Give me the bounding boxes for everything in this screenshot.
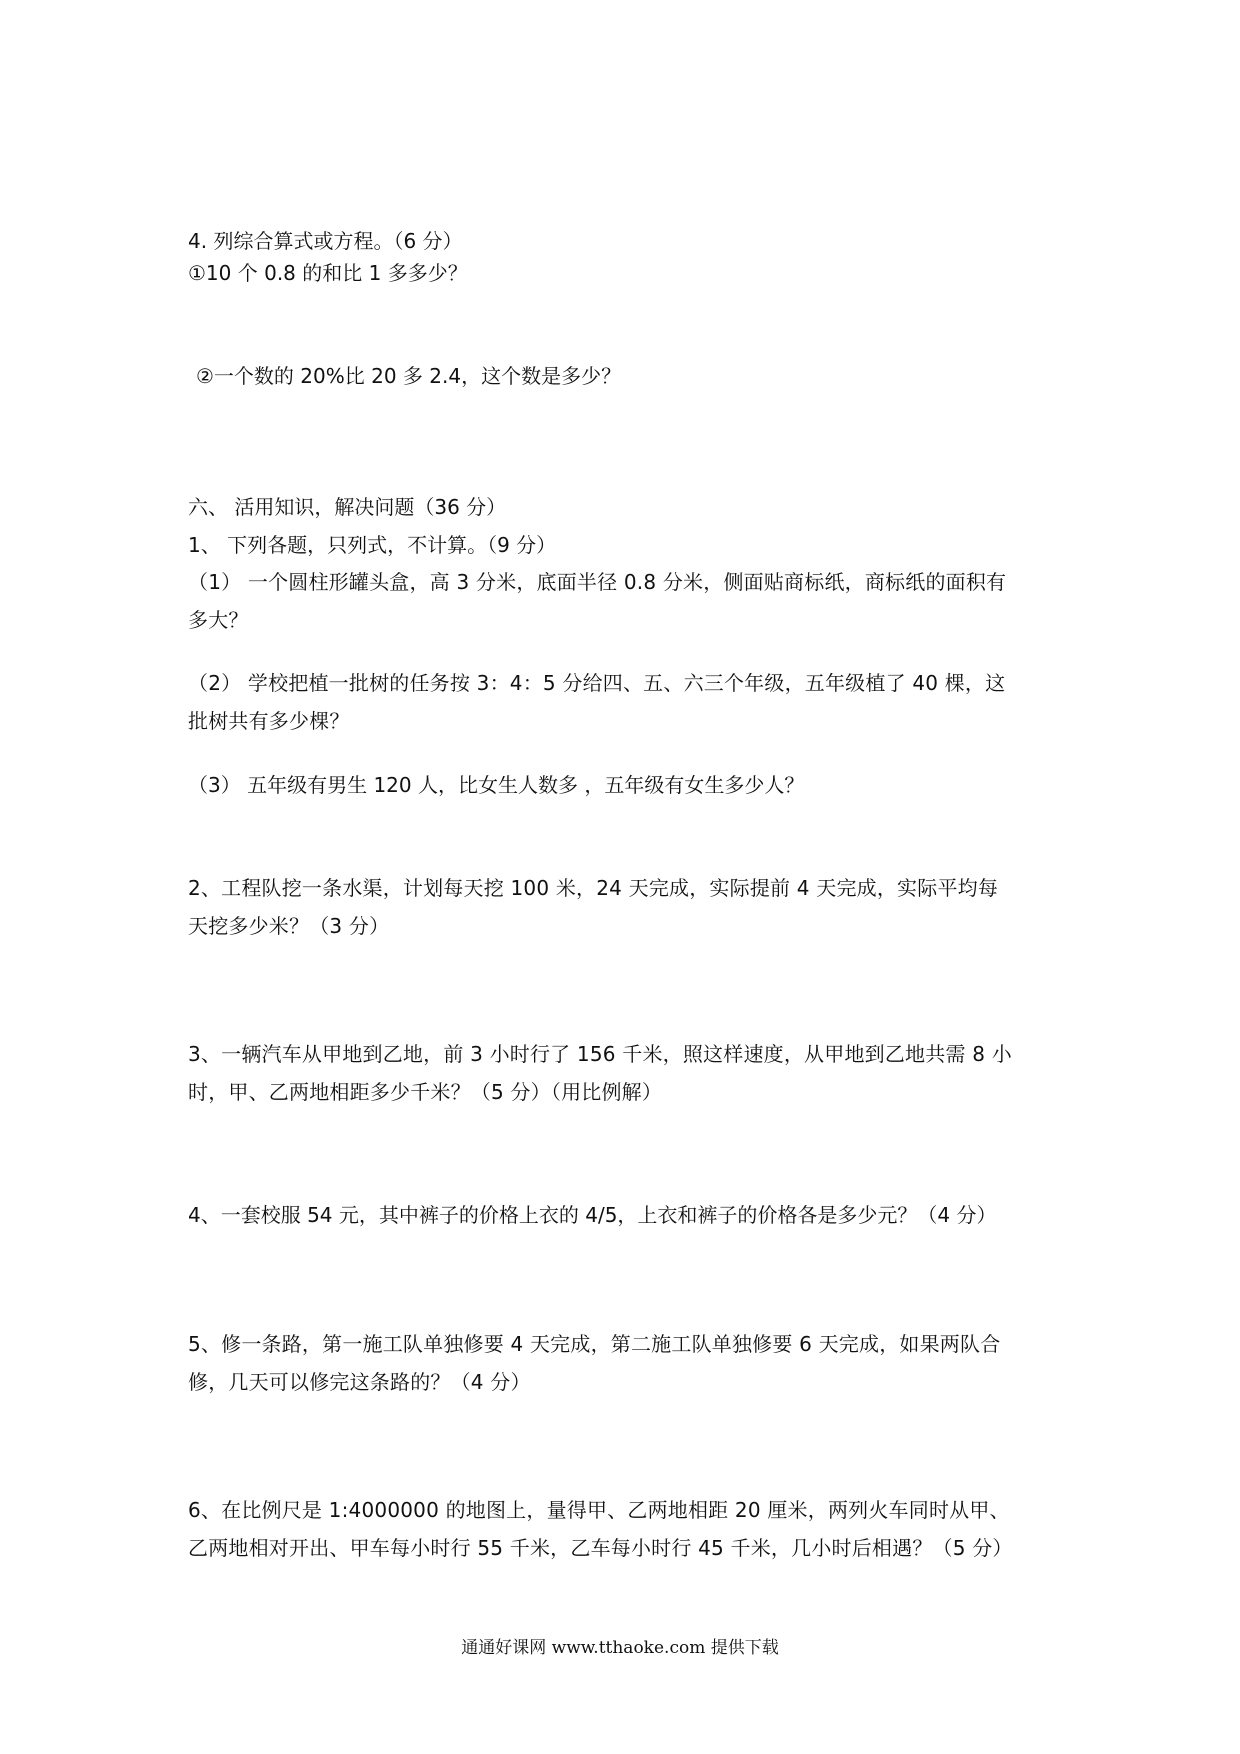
problem-2-line-2: 天挖多少米？（3 分） <box>188 914 390 938</box>
section-6-title: 六、 活用知识，解决问题（36 分） <box>188 495 507 519</box>
problem-1-sub-2-line-1: （2） 学校把植一批树的任务按 3：4：5 分给四、五、六三个年级，五年级植了 40 棵，这 <box>188 671 1006 695</box>
problem-6 <box>188 1491 1068 1567</box>
problem-2-line-1: 2、工程队挖一条水渠，计划每天挖 100 米，24 天完成，实际提前 4 天完成，实际平均每 <box>188 876 999 900</box>
problem-1-sub-1-line-2: 多大？ <box>188 608 249 632</box>
problem-3 <box>188 1035 1068 1111</box>
question-4-title: 4. 列综合算式或方程。（6 分） <box>188 229 463 253</box>
problem-1-sub-3: （3） 五年级有男生 120 人，比女生人数多 ，五年级有女生多少人？ <box>188 773 805 797</box>
question-4-part-2: ②一个数的 20%比 20 多 2.4，这个数是多少？ <box>196 364 622 388</box>
problem-1-sub-2-line-2: 批树共有多少棵？ <box>188 709 350 733</box>
footer-download-note: 通通好课网 www.tthaoke.com 提供下载 <box>461 1638 779 1658</box>
problem-4: 4、一套校服 54 元，其中裤子的价格上衣的 4/5，上衣和裤子的价格各是多少元？（4 分） <box>188 1203 997 1227</box>
problem-1-sub-1 <box>188 563 1068 639</box>
problem-1-sub-2 <box>188 664 1068 740</box>
problem-6-line-2: 乙两地相对开出、甲车每小时行 55 千米，乙车每小时行 45 千米，几小时后相遇？（5 分） <box>188 1536 1013 1560</box>
problem-3-line-2: 时，甲、乙两地相距多少千米？（5 分）（用比例解） <box>188 1080 663 1104</box>
problem-5-line-1: 5、修一条路，第一施工队单独修要 4 天完成，第二施工队单独修要 6 天完成，如果两队合 <box>188 1332 1001 1356</box>
problem-1-sub-1-line-1: （1） 一个圆柱形罐头盒，高 3 分米，底面半径 0.8 分米，侧面贴商标纸，商标纸的面积有 <box>188 570 1007 594</box>
problem-3-line-1: 3、一辆汽车从甲地到乙地，前 3 小时行了 156 千米，照这样速度，从甲地到乙地共需 8 小 <box>188 1042 1012 1066</box>
problem-5-line-2: 修，几天可以修完这条路的？（4 分） <box>188 1370 531 1394</box>
problem-1-title: 1、 下列各题，只列式，不计算。（9 分） <box>188 533 557 557</box>
question-4-part-1: ①10 个 0.8 的和比 1 多多少？ <box>188 261 468 285</box>
problem-6-line-1: 6、在比例尺是 1:4000000 的地图上，量得甲、乙两地相距 20 厘米，两列火车同时从甲、 <box>188 1498 1010 1522</box>
problem-2 <box>188 869 1068 945</box>
problem-5 <box>188 1325 1068 1401</box>
